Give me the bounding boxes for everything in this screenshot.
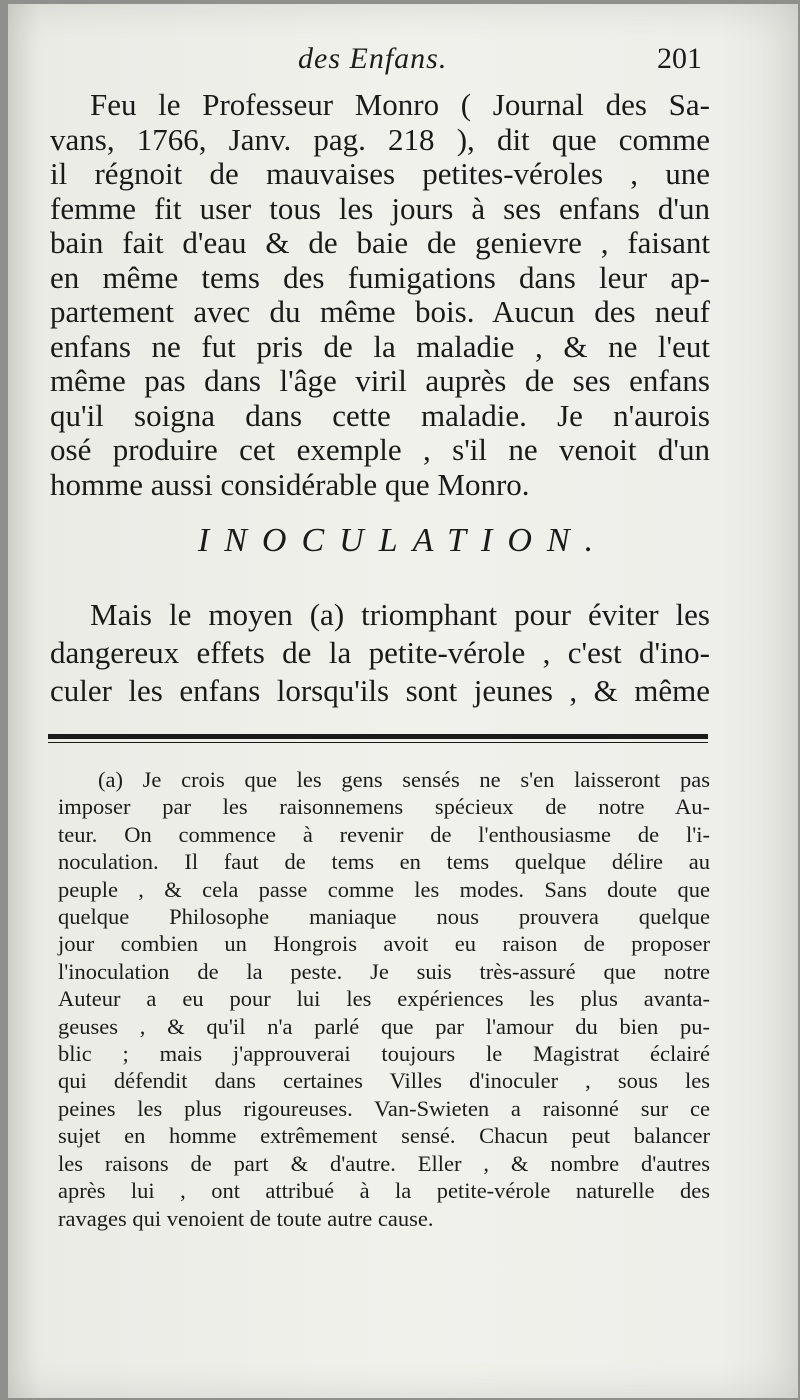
body-line: en même tems des fumigations dans leur ap- <box>50 259 710 295</box>
book-page <box>8 4 798 1398</box>
footnote-line: sujet en homme extrêmement sensé. Chacun peut balancer <box>58 1123 710 1149</box>
body-line: Feu le Professeur Monro ( Journal des Sa- <box>90 87 710 122</box>
footnote-line: jour combien un Hongrois avoit eu raison de proposer <box>58 931 710 957</box>
main-paragraph <box>50 88 710 502</box>
body-line: partement avec du même bois. Aucun des neuf <box>50 294 710 329</box>
footnote-line: qui défendit dans certaines Villes d'inoculer , sous les <box>58 1068 710 1094</box>
footnote-line: (a) Je crois que les gens sensés ne s'en laisseront pas <box>98 767 710 792</box>
section-heading: INOCULATION. <box>197 522 609 559</box>
footnote-line: noculation. Il faut de tems en tems quelque délire au <box>58 849 710 875</box>
footnote <box>58 766 710 1232</box>
body-line: bain fait d'eau & de baie de genievre , faisant <box>50 225 710 260</box>
section-line: culer les enfans lorsqu'ils sont jeunes , & même <box>50 673 710 708</box>
body-line: homme aussi considérable que Monro. <box>50 466 530 502</box>
footnote-line: Auteur a eu pour lui les expériences les plus avanta- <box>58 986 710 1012</box>
section-line: dangereux effets de la petite-vérole , c'est d'ino- <box>50 635 710 670</box>
body-line: osé produire cet exemple , s'il ne venoit d'un <box>50 432 710 467</box>
body-line: même pas dans l'âge viril auprès de ses enfans <box>50 363 710 398</box>
section-paragraph <box>50 596 710 710</box>
footnote-line: l'inoculation de la peste. Je suis très-assuré que notre <box>58 958 710 984</box>
section-line: Mais le moyen (a) triomphant pour éviter les <box>90 597 710 632</box>
body-line: femme fit user tous les jours à ses enfans d'un <box>50 190 710 226</box>
footnote-rule <box>48 734 708 739</box>
running-title: des Enfans. <box>298 42 448 75</box>
footnote-rule-thin <box>48 742 708 743</box>
body-line: enfans ne fut pris de la maladie , & ne l'eut <box>50 328 710 364</box>
footnote-line: imposer par les raisonnemens spécieux de notre Au- <box>58 794 710 820</box>
body-line: il régnoit de mauvaises petites-véroles , une <box>50 156 710 191</box>
footnote-line: teur. On commence à revenir de l'enthousiasme de l'i- <box>58 821 710 847</box>
footnote-line: les raisons de part & d'autre. Eller , & nombre d'autres <box>58 1150 710 1176</box>
body-line: vans, 1766, Janv. pag. 218 ), dit que comme <box>50 121 710 157</box>
page-number: 201 <box>657 42 702 75</box>
footnote-line: après lui , ont attribué à la petite-vérole naturelle des <box>58 1178 710 1204</box>
footnote-line: peines les plus rigoureuses. Van-Swieten a raisonné sur ce <box>58 1095 710 1121</box>
footnote-line: geuses , & qu'il n'a parlé que par l'amour du bien pu- <box>58 1013 710 1039</box>
footnote-line: peuple , & cela passe comme les modes. Sans doute que <box>58 876 710 902</box>
footnote-line: quelque Philosophe maniaque nous prouvera quelque <box>58 904 710 930</box>
footnote-line: ravages qui venoient de toute autre cause. <box>58 1205 434 1231</box>
footnote-line: blic ; mais j'approuverai toujours le Magistrat éclairé <box>58 1041 710 1067</box>
page-header <box>8 42 798 86</box>
body-line: qu'il soigna dans cette maladie. Je n'aurois <box>50 397 710 433</box>
